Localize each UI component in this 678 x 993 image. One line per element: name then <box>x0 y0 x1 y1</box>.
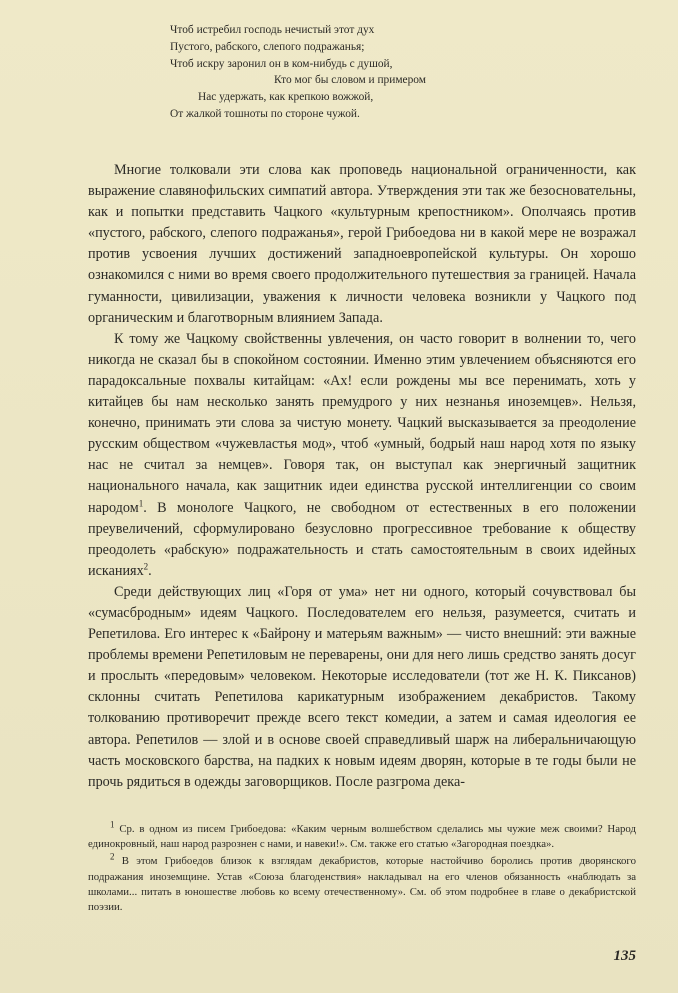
paragraph-text: . <box>148 562 152 579</box>
footnote-ref[interactable]: 2 <box>143 561 149 572</box>
paragraph <box>88 582 636 793</box>
poem-epigraph <box>170 22 590 123</box>
footnote <box>88 819 636 852</box>
paragraph <box>88 329 636 582</box>
footnote-ref[interactable]: 1 <box>138 497 144 508</box>
paragraph-text: . В монологе Чацкого, не свободном от естественных в его положении преувеличений, сформулировано безусловно прогрессивное требование к обществу преодолеть «рабскую» подражательность и стать самостоятельным в своих идейных исканиях <box>88 499 636 579</box>
footnote-text: В этом Грибоедов близок к взглядам декабристов, которые настойчиво боролись против дворянского подражания иноземщине. Устав «Союза благоденствия» накладывал на его членов обязанность «наблюдать за школами... питать в юношестве любовь ко всему отечественному». См. об этом подробнее в главе о декабристской поэзии. <box>88 855 636 914</box>
footnote-mark: 2 <box>110 851 115 862</box>
poem-line: Пустого, рабского, слепого подражанья; <box>170 40 365 53</box>
footnote-text: Ср. в одном из писем Грибоедова: «Каким черным волшебством сделались мы чужие меж своими? Народ единокровный, наш народ разрознен с нами, и навеки!». См. также его статью «Загородная поездка». <box>88 823 636 851</box>
poem-line: Чтоб искру заронил он в ком-нибудь с душой, <box>170 57 393 70</box>
footnote <box>88 851 636 915</box>
body-text <box>88 160 636 793</box>
paragraph-text: К тому же Чацкому свойственны увлечения, он часто говорит в волнении то, чего никогда не сказал бы в спокойном состоянии. Именно этим увлечением объясняются его парадоксальные похвалы китайцам: «Ах! если рождены мы все перенимать, хоть у китайцев бы нам несколько занять премудрого у них незнанья иноземцев». Нельзя, конечно, принимать эти слова за чистую монету. Чацкий высказывается за преодоление русским обществом «чужевластья мод», чтоб «умный, бодрый наш народ хотя по языку нас не считал за немцев». Говоря так, он выступал как энергичный защитник национального начала, как защитник идеи единства русской интеллигенции со своим народом <box>88 330 636 516</box>
poem-line: Чтоб истребил господь нечистый этот дух <box>170 24 375 36</box>
poem-line: Нас удержать, как крепкою вожжой, <box>198 91 374 104</box>
footnote-mark: 1 <box>110 819 115 830</box>
paragraph-text: Многие толковали эти слова как проповедь национальной ограниченности, как выражение славянофильских симпатий автора. Утверждения эти так же безосновательны, как и попытки представить Чацкого «культурным крепостником». Ополчаясь против «пустого, рабского, слепого подражанья», герой Грибоедова ни в какой мере не возражал против усвоения лучших достижений западноевропейской культуры. Он хорошо ознакомился с ними во время своего продолжительного путешествия за границей. Начала гуманности, цивилизации, уважения к личности человека возникли у Чацкого под органическим и благотворным влиянием Запада. <box>88 162 636 326</box>
poem-line: Кто мог бы словом и примером <box>274 74 426 87</box>
paragraph-text: Среди действующих лиц «Горя от ума» нет ни одного, который сочувствовал бы «сумасбродным» идеям Чацкого. Последователем его нельзя, разумеется, считать и Репетилова. Его интерес к «Байрону и матерьям важным» — чисто внешний: эти важные проблемы времени Репетиловым не переварены, они для него лишь средство занять досуг и прослыть «передовым» человеком. Некоторые исследователи (тот же Н. К. Пиксанов) склонны считать Репетилова карикатурным изображением декабристов. Такому толкованию противоречит прежде всего текст комедии, а затем и самая идеология ее автора. Репетилов — злой и в основе своей справедливый шарж на либеральничающую часть московского барства, на падких к новым идеям дворян, которые в те годы были не прочь рядиться в одежды заговорщиков. После разгрома дека- <box>88 583 636 790</box>
paragraph <box>88 160 636 329</box>
footnotes <box>88 819 636 917</box>
page-number: 135 <box>613 948 636 964</box>
poem-line: От жалкой тошноты по стороне чужой. <box>170 107 360 120</box>
